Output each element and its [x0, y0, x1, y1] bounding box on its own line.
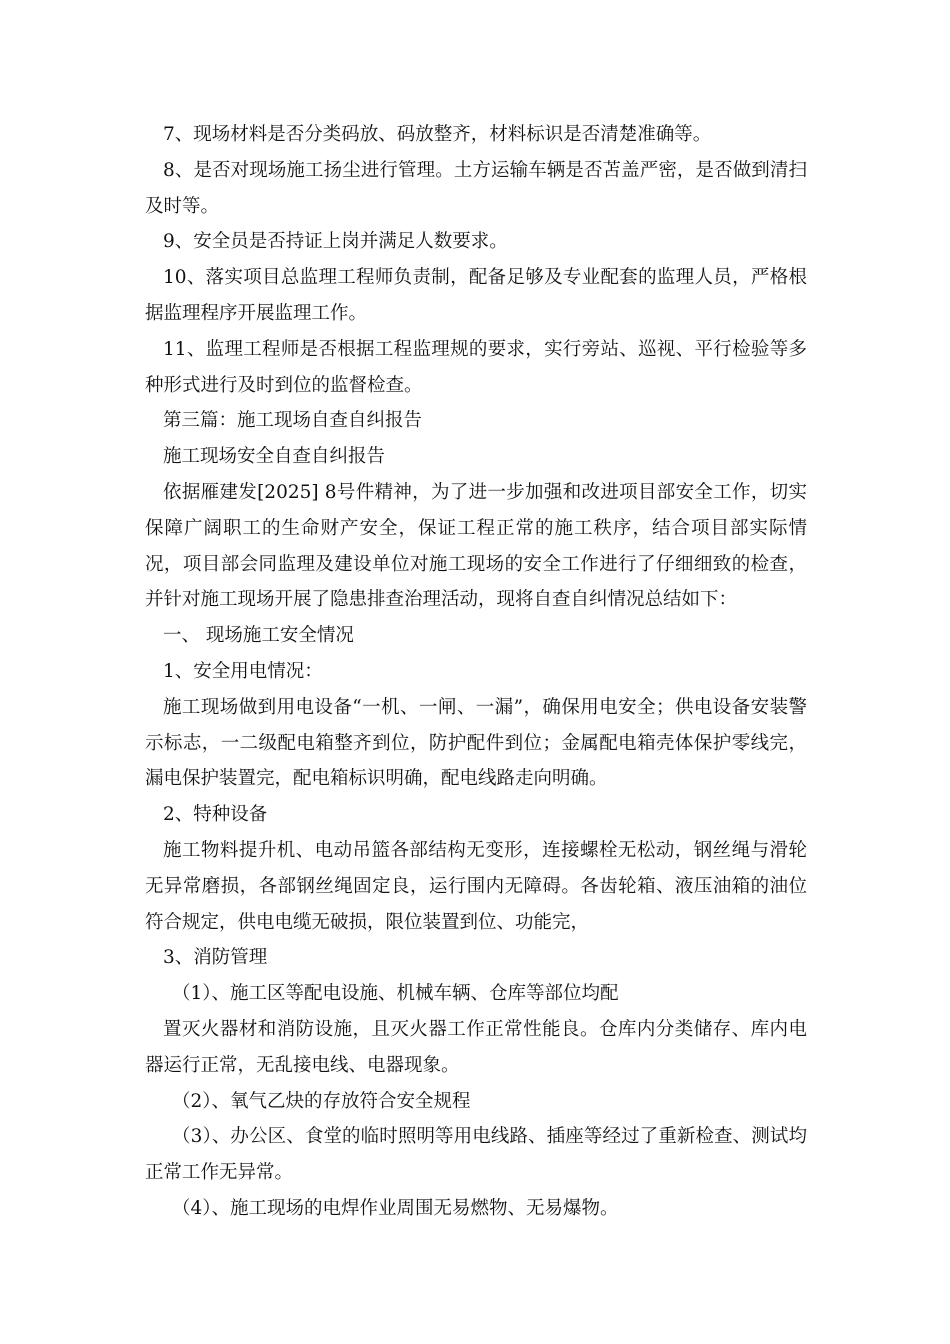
fire-item-1-continuation: 置灭火器材和消防设施，且灭火器工作正常性能良。仓库内分类储存、库内电器运行正常，无乱接电线、电器现象。: [145, 1018, 807, 1076]
paragraph-item-10: 10、落实项目总监理工程师负责制，配备足够及专业配套的监理人员，严格根据监理程序开展监理工作。: [145, 267, 807, 324]
paragraph-item-9: 9、安全员是否持证上岗并满足人数要求。: [163, 231, 508, 253]
subsection-heading-special-equipment: 2、特种设备: [163, 804, 268, 826]
paragraph-item-11: 11、监理工程师是否根据工程监理规的要求，实行旁站、巡视、平行检验等多种形式进行及时到位的监督检查。: [145, 338, 807, 396]
intro-paragraph: 依据雁建发[2025] 8号件精神，为了进一步加强和改进项目部安全工作，切实保障广阔职工的生命财产安全，保证工程正常的施工秩序，结合项目部实际情况，项目部会同监理及建设单位对施工现场的安全工作进行了仔细细致的检查，并针对施工现场开展了隐患排查治理活动，现将自查自纠情况总结如下：: [145, 481, 807, 611]
document-body: [145, 117, 807, 1227]
report-title: 施工现场安全自查自纠报告: [163, 446, 386, 468]
fire-item-1-line: （1）、施工区等配电设施、机械车辆、仓库等部位均配: [172, 983, 619, 1005]
paragraph-item-8: 8、是否对现场施工扬尘进行管理。土方运输车辆是否苫盖严密，是否做到清扫及时等。: [145, 159, 807, 217]
fire-item-3: （3）、办公区、食堂的临时照明等用电线路、插座等经过了重新检查、测试均正常工作无异常。: [145, 1126, 807, 1184]
section-heading-1: 一、 现场施工安全情况: [163, 625, 354, 647]
subsection-heading-electricity: 1、安全用电情况：: [163, 660, 323, 682]
electricity-paragraph: 施工现场做到用电设备“一机、一闸、一漏”，确保用电安全；供电设备安装警示标志，一二级配电箱整齐到位，防护配件到位；金属配电箱壳体保护零线完，漏电保护装置完，配电箱标识明确，配电线路走向明确。: [145, 696, 807, 790]
fire-item-2: （2）、氧气乙炔的存放符合安全规程: [172, 1090, 471, 1112]
special-equipment-paragraph: 施工物料提升机、电动吊篮各部结构无变形，连接螺栓无松动，钢丝绳与滑轮无异常磨损，各部钢丝绳固定良，运行围内无障碍。各齿轮箱、液压油箱的油位符合规定，供电电缆无破损，限位装置到位、功能完，: [145, 839, 807, 933]
fire-item-4: （4）、施工现场的电焊作业周围无易燃物、无易爆物。: [172, 1197, 619, 1219]
part-heading: 第三篇：施工现场自查自纠报告: [163, 410, 423, 432]
paragraph-item-7: 7、现场材料是否分类码放、码放整齐，材料标识是否清楚准确等。: [163, 124, 712, 145]
subsection-heading-fire: 3、消防管理: [163, 947, 268, 969]
